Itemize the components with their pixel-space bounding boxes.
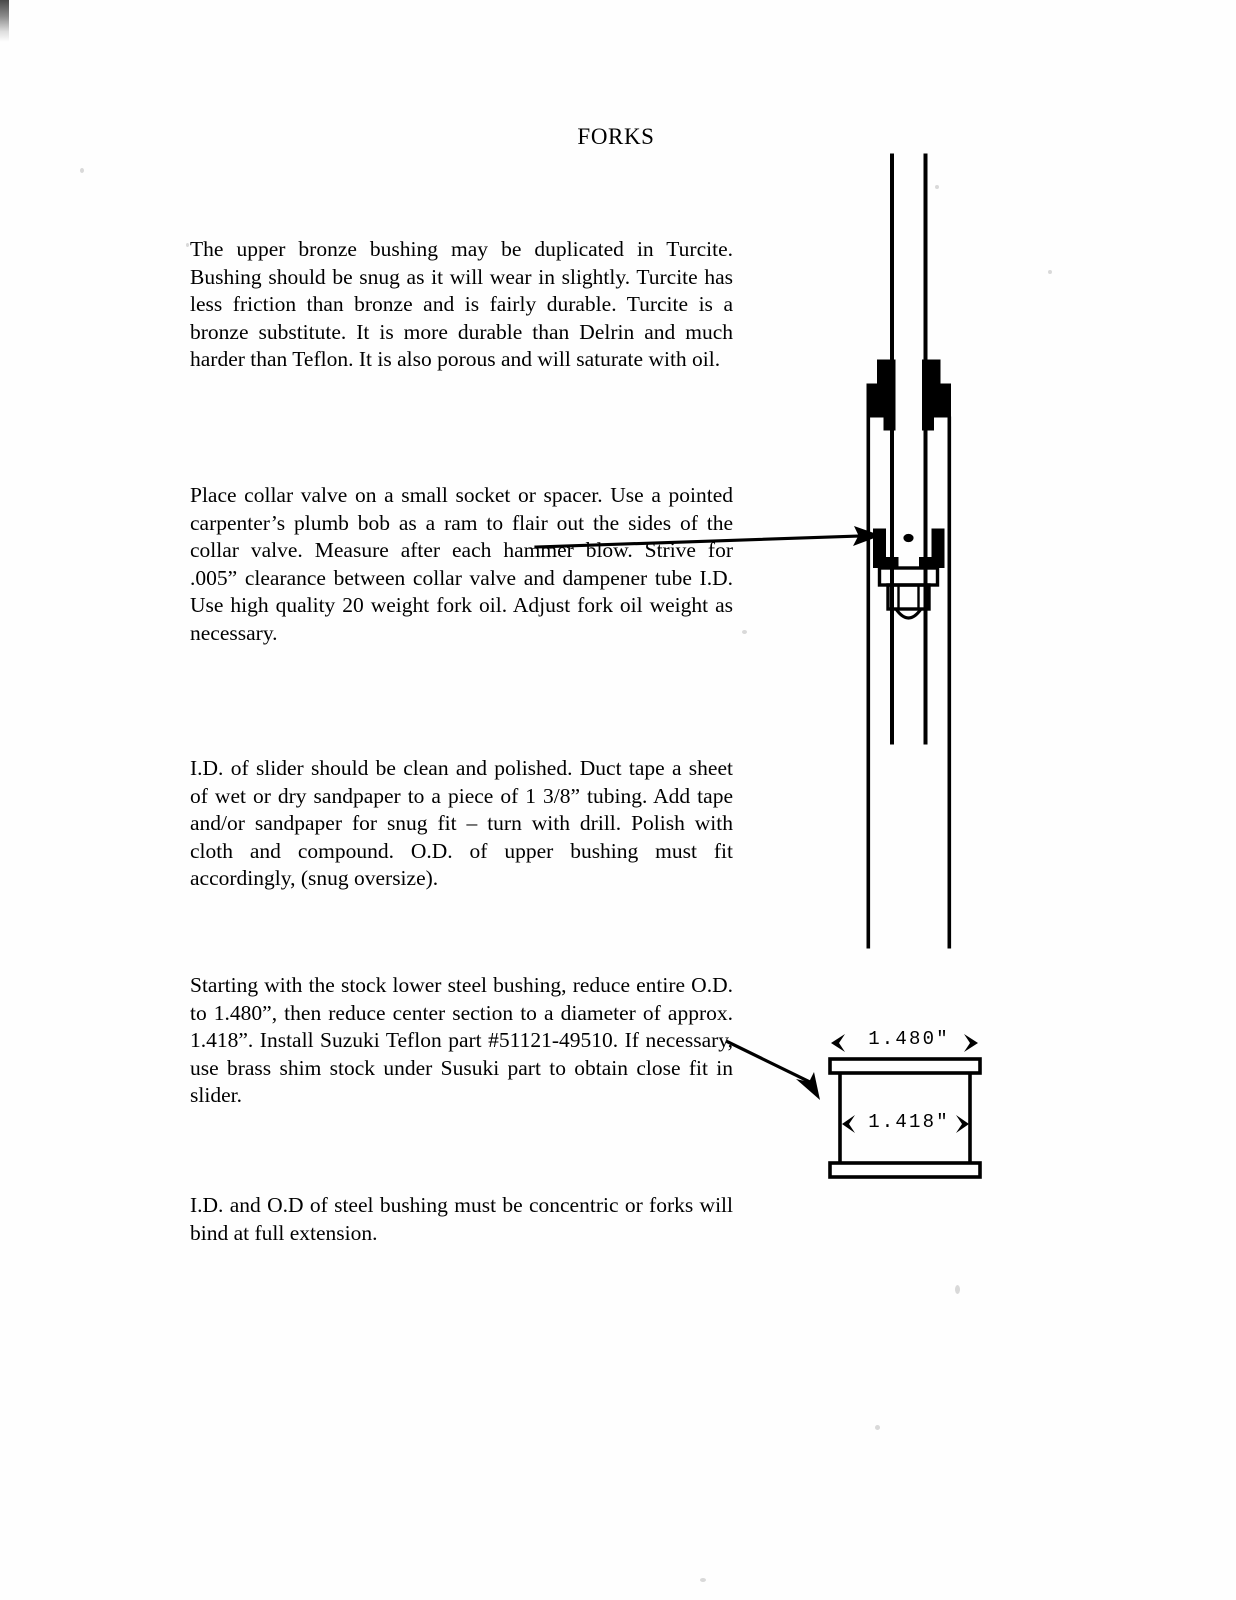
scan-speck — [700, 1578, 706, 1582]
scan-speck — [875, 1425, 880, 1430]
paragraph-concentricity: I.D. and O.D of steel bushing must be concentric or forks will bind at full extension. — [190, 1193, 733, 1245]
bushing-top-flange — [830, 1059, 980, 1073]
bushing-bottom-flange — [830, 1163, 980, 1177]
page-title: FORKS — [577, 124, 655, 149]
upper-bushing-left — [867, 360, 895, 430]
collar-valve-right — [920, 529, 945, 568]
lower-steel-bushing-figure — [812, 1012, 1017, 1192]
paragraph-lower-steel-bushing: Starting with the stock lower steel bushing, reduce entire O.D. to 1.480”, then reduce center section to a diameter of approx. 1.418”. Install Suzuki Teflon part #51121-49510. If necessary, use brass shim stock under Susuki part to obtain close fit in slider. — [190, 973, 733, 1108]
scan-speck — [742, 630, 747, 634]
paragraph-upper-bushing: The upper bronze bushing may be duplicated in Turcite. Bushing should be snug as it will wear in slightly. Turcite has less friction than bronze and is fairly durable. Turcite is a bronze substitute. It is more durable than Delrin and much harder than Teflon. It is also porous and will saturate with oil. — [190, 237, 733, 372]
callout-arrow-collar-valve-svg — [536, 520, 884, 554]
scan-speck — [186, 243, 189, 247]
paragraph-collar-valve: Place collar valve on a small socket or spacer. Use a pointed carpenter’s plumb bob as a ram to flair out the sides of the collar valve. Measure after each hammer blow. Strive for .005” clearance between collar valve and dampener tube I.D. Use high quality 20 weight fork oil. Adjust fork oil weight as necessary. — [190, 483, 733, 645]
scan-speck — [955, 1285, 960, 1294]
upper-bushing-right — [923, 360, 951, 430]
damper-rod-nut — [888, 585, 929, 609]
scan-edge-artifact — [0, 0, 9, 42]
damper-rod-port-hole — [904, 534, 913, 541]
scan-speck — [80, 168, 84, 173]
center-dimension-left-arrowhead — [842, 1115, 855, 1133]
center-dimension-label: 1.418" — [868, 1111, 950, 1133]
slider-tube-right-wall — [948, 417, 951, 948]
paragraph-slider-id: I.D. of slider should be clean and polished. Duct tape a sheet of wet or dry sandpaper to a piece of 1 3/8” tubing. Add tape and/or sandpaper for snug fit – turn with drill. Polish with cloth and compound. O.D. of upper bushing must fit accordingly, (snug oversize). — [190, 756, 733, 891]
collar-washer — [880, 568, 938, 585]
scan-speck — [1048, 270, 1052, 274]
damper-rod-left-wall — [891, 154, 894, 744]
fork-cutaway-svg — [820, 140, 1020, 970]
fork-tube-cutaway-figure — [820, 140, 1020, 970]
damper-rod-right-wall — [924, 154, 927, 744]
od-dimension-left-arrowhead — [831, 1034, 845, 1052]
callout-arrow-collar-valve — [536, 520, 884, 554]
slider-tube-left-wall — [867, 417, 870, 948]
od-dimension-label: 1.480" — [868, 1028, 950, 1050]
